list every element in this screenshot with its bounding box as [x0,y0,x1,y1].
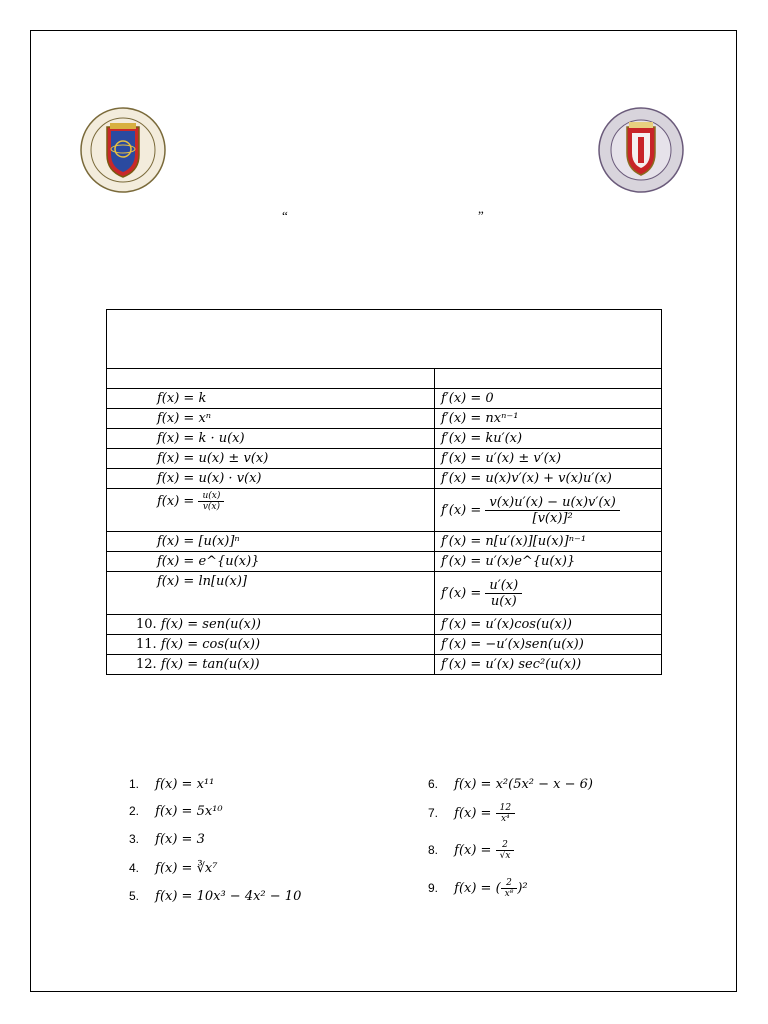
header-cell-derivative [435,369,662,389]
fraction-denominator: x⁴ [500,814,510,824]
fraction-denominator: x⁸ [504,889,514,899]
function-text: f(x) = sen(u(x)) [160,617,262,632]
function-prefix: f(x) = [157,494,199,509]
table-title-box [106,309,662,369]
function-cell: f(x) = u(x) ± v(x) [107,449,435,469]
exercise-number: 4. [129,861,140,875]
function-cell: f(x) = k · u(x) [107,429,435,449]
exercise-expression: f(x) = 3 [155,832,205,847]
exercise-number: 9. [428,881,439,895]
row-number: 10. [136,617,157,632]
function-cell [107,615,435,635]
row-number: 12. [136,657,157,672]
fraction-denominator: [v(x)]² [532,510,573,526]
row-number: 11. [136,637,157,652]
table-header-row [107,369,662,389]
function-cell [107,489,435,532]
derivatives-table [106,368,662,675]
table-row [107,429,662,449]
fraction-numerator: u(x) [198,491,224,502]
exercise-item [428,840,514,861]
exercise-fraction [501,878,518,899]
function-cell: f(x) = e^{u(x)} [107,552,435,572]
exercise-item [428,777,593,792]
title-close-quote: ” [478,208,484,223]
table-row [107,552,662,572]
fraction-numerator: 2 [501,878,518,889]
table-row [107,449,662,469]
function-cell: f(x) = ln[u(x)] [107,572,435,615]
function-cell: f(x) = u(x) · v(x) [107,469,435,489]
table-row [107,655,662,675]
exercise-item [129,777,214,792]
university-seal-logo [80,107,166,193]
exercise-expression: f(x) = ∛x⁷ [155,861,218,876]
derivative-cell: f′(x) = u′(x)e^{u(x)} [435,552,662,572]
fraction-numerator: 2 [496,840,515,851]
derivative-fraction [485,495,619,526]
derivative-cell: f′(x) = u′(x) sec²(u(x)) [435,655,662,675]
function-cell [107,655,435,675]
table-row [107,572,662,615]
derivative-cell [435,489,662,532]
exercise-number: 5. [129,889,140,903]
exercise-expression: f(x) = 5x¹⁰ [155,804,223,819]
faculty-seal-logo [598,107,684,193]
derivative-cell: f′(x) = u′(x) ± v′(x) [435,449,662,469]
exercise-fraction [496,840,515,861]
table-row [107,532,662,552]
table-row [107,489,662,532]
exercise-prefix: f(x) = [454,806,496,821]
function-cell: f(x) = xⁿ [107,409,435,429]
fraction-denominator: v(x) [202,502,220,512]
exercise-expression: f(x) = x¹¹ [155,777,215,792]
derivative-cell: f′(x) = nxⁿ⁻¹ [435,409,662,429]
exercise-number: 6. [428,777,439,791]
fraction-numerator: 12 [496,803,515,814]
fraction-numerator: v(x)u′(x) − u(x)v′(x) [485,495,619,511]
exercise-item [129,804,223,819]
function-text: f(x) = cos(u(x)) [160,637,261,652]
table-row [107,409,662,429]
table-row [107,389,662,409]
exercise-number: 8. [428,843,439,857]
exercise-number: 7. [428,806,439,820]
exercise-item [428,878,528,899]
derivative-cell: f′(x) = u(x)v′(x) + v(x)u′(x) [435,469,662,489]
exercise-number: 3. [129,832,140,846]
table-row [107,615,662,635]
exercise-prefix: f(x) = ( [454,881,501,896]
exercise-expression: f(x) = x²(5x² − x − 6) [454,777,594,792]
derivative-fraction [485,578,522,609]
exercise-suffix: )² [517,881,528,896]
table-row [107,469,662,489]
exercise-prefix: f(x) = [454,843,496,858]
fraction-numerator: u′(x) [485,578,522,594]
derivative-cell [435,572,662,615]
derivative-prefix: f′(x) = [441,585,486,601]
function-fraction [198,491,224,512]
title-open-quote: “ [282,208,288,223]
exercise-item [129,861,217,876]
exercise-fraction [496,803,515,824]
function-cell: f(x) = k [107,389,435,409]
function-cell [107,635,435,655]
exercise-number: 1. [129,777,140,791]
derivative-cell: f′(x) = 0 [435,389,662,409]
header-cell-function [107,369,435,389]
exercise-item [129,889,301,904]
exercise-number: 2. [129,804,140,818]
derivative-cell: f′(x) = ku′(x) [435,429,662,449]
function-cell: f(x) = [u(x)]ⁿ [107,532,435,552]
exercise-item [129,832,205,847]
derivative-cell: f′(x) = n[u′(x)][u(x)]ⁿ⁻¹ [435,532,662,552]
derivative-cell: f′(x) = −u′(x)sen(u(x)) [435,635,662,655]
fraction-denominator: √x [499,851,511,861]
fraction-denominator: u(x) [490,593,517,609]
exercise-expression: f(x) = 10x³ − 4x² − 10 [155,889,302,904]
derivative-prefix: f′(x) = [441,502,486,518]
derivative-cell: f′(x) = u′(x)cos(u(x)) [435,615,662,635]
exercise-item [428,803,515,824]
table-row [107,635,662,655]
function-text: f(x) = tan(u(x)) [160,657,260,672]
